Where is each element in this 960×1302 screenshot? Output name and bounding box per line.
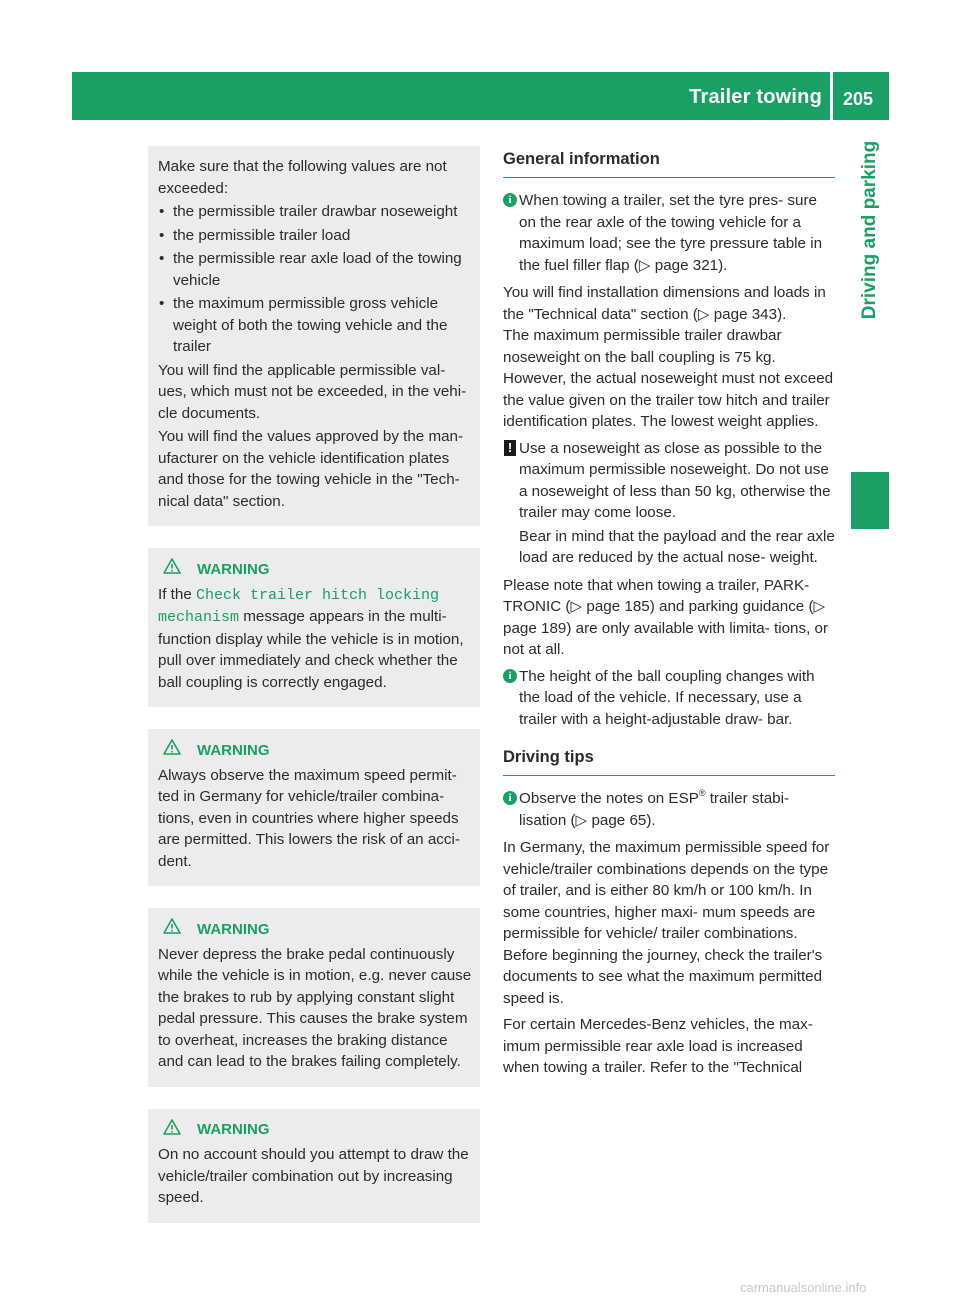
warning-triangle-icon <box>163 558 185 581</box>
warning-text: Never depress the brake pedal continuously while the vehicle is in motion, e.g. never cause the brakes to rub by applying constant slight pedal pressure. This causes the brake system to overheat, increases the braking distance and can lead to the brakes failing completely. <box>158 945 472 1070</box>
warning-text-pre: If the <box>158 585 196 603</box>
list-item: • the permissible trailer drawbar noseweight <box>158 201 472 223</box>
info-note-text: Observe the notes on ESP <box>519 790 699 807</box>
caution-note <box>503 438 835 569</box>
warning-text: Always observe the maximum speed permit- ted in Germany for vehicle/trailer combina- tions, even in countries where higher speeds are permitted. This lowers the risk of an acci- dent. <box>158 766 460 870</box>
watermark: carmanualsonline.info <box>740 1280 867 1295</box>
values-intro: Make sure that the following values are not exceeded: <box>158 158 447 197</box>
page-number: 205 <box>843 89 874 109</box>
warning-text <box>158 584 472 694</box>
warning-text-post: message appears in the multi- function display while the vehicle is in motion, pull over immediately and check whether the ball coupling is correctly engaged. <box>158 608 464 691</box>
warning-label: WARNING <box>197 741 270 759</box>
side-tab-label: Driving and parking <box>859 140 880 320</box>
list-item: • the permissible rear axle load of the towing vehicle <box>158 248 472 291</box>
info-note-text: trailer stabi- lisation (▷ page 65). <box>519 790 790 829</box>
warning-triangle-icon <box>163 739 185 762</box>
info-note <box>503 788 835 831</box>
values-paragraph: You will find the values approved by the man- ufacturer on the vehicle identification plates and those for the towing vehicle in the "Tech- nical data" section. <box>158 428 464 510</box>
info-icon: i <box>503 669 517 683</box>
caution-text: Use a noseweight as close as possible to the maximum permissible noseweight. Do not use a noseweight of less than 50 kg, otherwise the trailer may come loose. <box>519 439 831 521</box>
header-divider <box>830 72 833 120</box>
paragraph: For certain Mercedes-Benz vehicles, the max- imum permissible rear axle load is increased when towing a trailer. Refer to the "Technical <box>503 1016 813 1076</box>
paragraph: Please note that when towing a trailer, PARK- TRONIC (▷ page 185) and parking guidance (▷ page 189) are only available with limita- tions, or not at all. <box>503 576 829 658</box>
values-paragraph: You will find the applicable permissible val- ues, which must not be exceeded, in the vehi- cle documents. <box>158 361 467 422</box>
info-note-text: The height of the ball coupling changes with the load of the vehicle. If necessary, use a trailer with a height-adjustable draw- bar. <box>519 667 815 728</box>
warning-box <box>148 1109 480 1223</box>
warning-heading <box>158 739 472 762</box>
values-list <box>158 201 472 358</box>
paragraph: In Germany, the maximum permissible speed for vehicle/trailer combinations depends on the type of trailer, and is either 80 km/h or 100 km/h. In some countries, higher maxi- mum speeds are permissible for vehicle/ trailer combinations. Before beginning the journey, check the trailer's documents to see what the maximum permitted speed is. <box>503 839 830 1007</box>
warning-triangle-icon <box>163 1119 185 1142</box>
page-title: Trailer towing <box>689 86 822 108</box>
warning-label: WARNING <box>197 920 270 938</box>
list-item: • the maximum permissible gross vehicle weight of both the towing vehicle and the trailer <box>158 293 472 358</box>
warning-box <box>148 908 480 1087</box>
warning-box <box>148 729 480 886</box>
warning-heading <box>158 558 472 581</box>
warning-text: On no account should you attempt to draw the vehicle/trailer combination out by increasing speed. <box>158 1146 469 1206</box>
paragraph: You will find installation dimensions and loads in the "Technical data" section (▷ page 343). <box>503 284 826 323</box>
info-icon: i <box>503 193 517 207</box>
warning-triangle-icon <box>163 918 185 941</box>
list-item: • the permissible trailer load <box>158 225 472 247</box>
side-tab-marker <box>851 472 889 529</box>
values-box <box>148 146 480 526</box>
info-note-text: When towing a trailer, set the tyre pres- sure on the rear axle of the towing vehicle for a maximum load; see the tyre pressure table in the fuel filler flap (▷ page 321). <box>519 192 823 274</box>
right-column <box>503 150 835 1079</box>
exclamation-icon: ! <box>504 440 516 456</box>
warning-label: WARNING <box>197 560 270 578</box>
caution-text: Bear in mind that the payload and the rear axle load are reduced by the actual nose- weight. <box>519 527 835 566</box>
registered-mark: ® <box>698 788 706 798</box>
warning-label: WARNING <box>197 1121 270 1138</box>
warning-heading <box>158 1119 472 1142</box>
info-note <box>503 190 835 276</box>
warning-heading <box>158 918 472 941</box>
section-heading: Driving tips <box>503 748 835 776</box>
info-icon: i <box>503 791 517 805</box>
warning-box <box>148 548 480 707</box>
left-column <box>148 146 480 1245</box>
paragraph: The maximum permissible trailer drawbar noseweight on the ball coupling is 75 kg. However, the actual noseweight must not exceed the value given on the trailer tow hitch and trailer identification plates. The lowest weight applies. <box>503 327 834 430</box>
display-message: Check trailer hitch locking mechanism <box>158 586 440 626</box>
info-note <box>503 666 835 731</box>
section-heading: General information <box>503 150 835 178</box>
